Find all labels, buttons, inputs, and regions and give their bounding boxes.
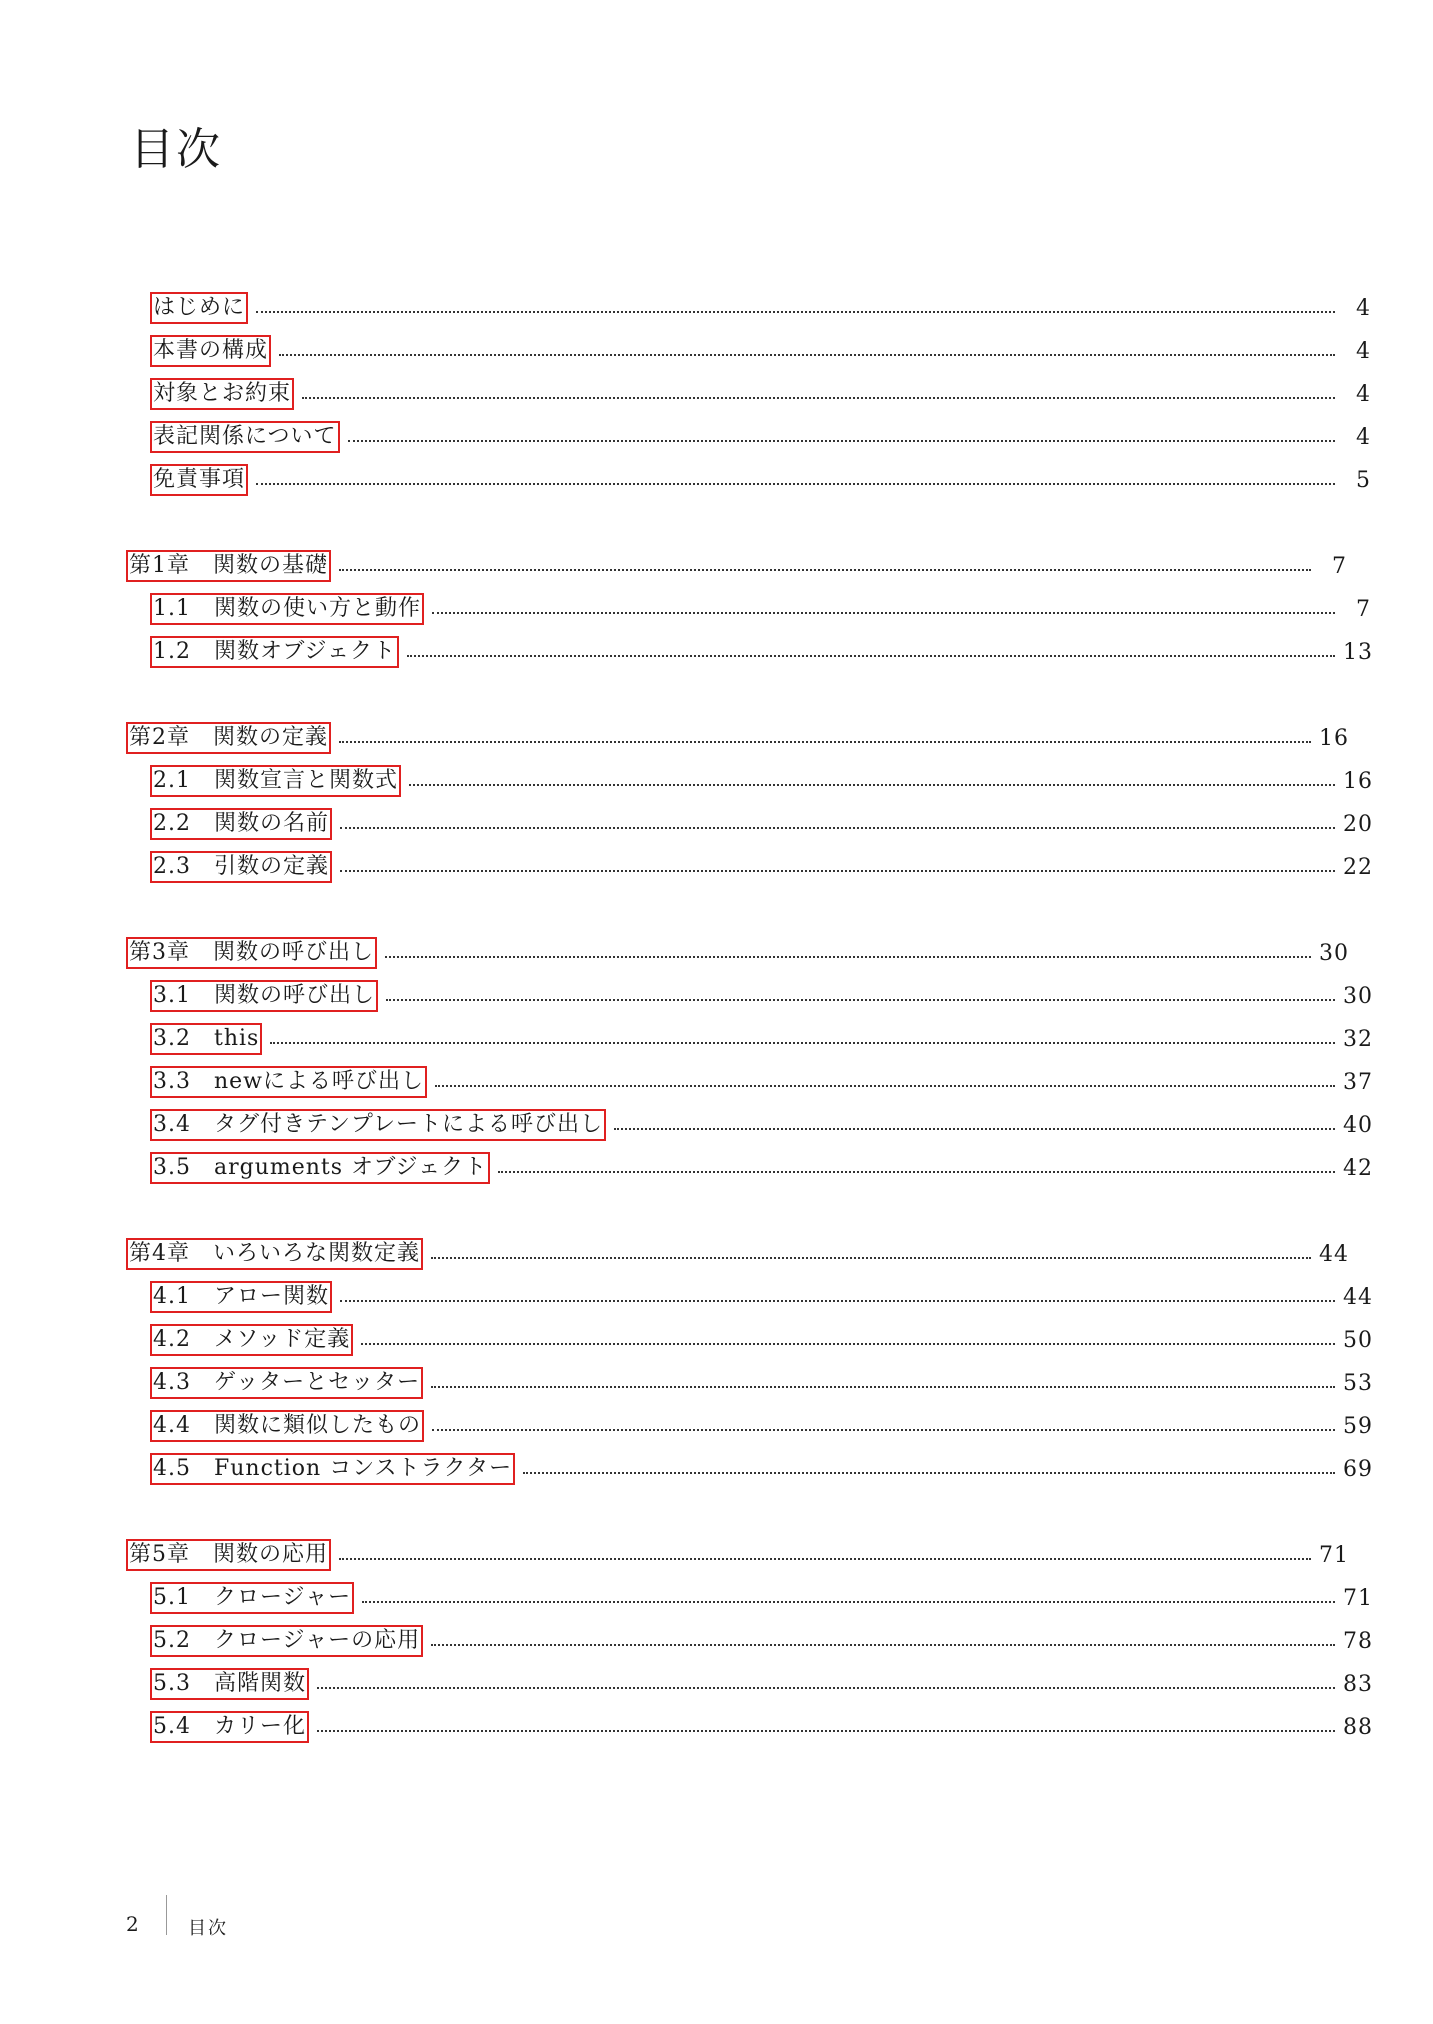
toc-entry-label[interactable]: 5.4 カリー化: [150, 1711, 309, 1743]
toc-page-number: 7: [1356, 596, 1371, 622]
toc-entry[interactable]: [0, 374, 1433, 414]
toc-entry[interactable]: [0, 331, 1433, 371]
toc-entry-label[interactable]: 3.3 newによる呼び出し: [150, 1066, 427, 1098]
toc-entry[interactable]: [0, 1449, 1433, 1489]
toc-page-number: 53: [1343, 1370, 1373, 1396]
toc-entry-label[interactable]: 4.5 Function コンストラクター: [150, 1453, 515, 1485]
toc-entry-label[interactable]: 本書の構成: [150, 335, 271, 367]
toc-page-number: 78: [1343, 1628, 1373, 1654]
toc-entry[interactable]: [0, 632, 1433, 672]
toc-entry-label[interactable]: 2.3 引数の定義: [150, 851, 332, 883]
toc-page-number: 7: [1332, 553, 1347, 579]
toc-chapter[interactable]: [0, 718, 1433, 758]
toc-entry-label[interactable]: 第2章 関数の定義: [126, 722, 331, 754]
toc-entry-label[interactable]: 第5章 関数の応用: [126, 1539, 331, 1571]
toc-entry-label[interactable]: 3.2 this: [150, 1023, 262, 1055]
toc-page-number: 13: [1343, 639, 1373, 665]
toc-entry[interactable]: [0, 804, 1433, 844]
footer-title: 目次: [188, 1918, 228, 1939]
dot-leader: [339, 569, 1311, 571]
toc-entry-label[interactable]: 2.1 関数宣言と関数式: [150, 765, 401, 797]
dot-leader: [339, 741, 1311, 743]
toc-page-number: 42: [1343, 1155, 1373, 1181]
toc-page-number: 4: [1356, 338, 1371, 364]
dot-leader: [432, 612, 1335, 614]
toc-page-number: 71: [1319, 1542, 1349, 1568]
toc-entry[interactable]: [0, 1578, 1433, 1618]
toc-page-number: 16: [1343, 768, 1373, 794]
toc-page-number: 22: [1343, 854, 1373, 880]
toc-entry[interactable]: [0, 1277, 1433, 1317]
toc-entry[interactable]: [0, 1148, 1433, 1188]
toc-page-number: 16: [1319, 725, 1349, 751]
dot-leader: [348, 440, 1335, 442]
page-title: 目次: [130, 124, 222, 175]
dot-leader: [431, 1386, 1335, 1388]
dot-leader: [256, 311, 1335, 313]
toc-page-number: 44: [1319, 1241, 1349, 1267]
toc-page-number: 71: [1343, 1585, 1373, 1611]
toc-entry-label[interactable]: 3.1 関数の呼び出し: [150, 980, 378, 1012]
toc-entry-label[interactable]: 2.2 関数の名前: [150, 808, 332, 840]
footer-page-number: 2: [126, 1912, 139, 1936]
dot-leader: [435, 1085, 1335, 1087]
toc-entry[interactable]: [0, 417, 1433, 457]
toc-entry-label[interactable]: 4.3 ゲッターとセッター: [150, 1367, 423, 1399]
toc-entry-label[interactable]: 第4章 いろいろな関数定義: [126, 1238, 423, 1270]
toc-entry-label[interactable]: 第3章 関数の呼び出し: [126, 937, 377, 969]
toc-page-number: 5: [1356, 467, 1371, 493]
toc-entry[interactable]: [0, 847, 1433, 887]
toc-page-number: 44: [1343, 1284, 1373, 1310]
toc-page-number: 40: [1343, 1112, 1373, 1138]
toc-entry[interactable]: [0, 288, 1433, 328]
dot-leader: [362, 1601, 1335, 1603]
toc-page-number: 59: [1343, 1413, 1373, 1439]
dot-leader: [361, 1343, 1335, 1345]
toc-page-number: 4: [1356, 381, 1371, 407]
dot-leader: [339, 1558, 1311, 1560]
toc-entry-label[interactable]: 1.2 関数オブジェクト: [150, 636, 399, 668]
toc-page-number: 88: [1343, 1714, 1373, 1740]
toc-entry-label[interactable]: 対象とお約束: [150, 378, 294, 410]
toc-entry-label[interactable]: 3.4 タグ付きテンプレートによる呼び出し: [150, 1109, 606, 1141]
toc-entry-label[interactable]: 表記関係について: [150, 421, 340, 453]
toc-entry[interactable]: [0, 1062, 1433, 1102]
toc-entry-label[interactable]: 4.1 アロー関数: [150, 1281, 332, 1313]
toc-entry-label[interactable]: 免責事項: [150, 464, 248, 496]
toc-page-number: 30: [1343, 983, 1373, 1009]
toc-chapter[interactable]: [0, 933, 1433, 973]
dot-leader: [340, 1300, 1335, 1302]
toc-entry[interactable]: [0, 1105, 1433, 1145]
dot-leader: [431, 1257, 1311, 1259]
dot-leader: [407, 655, 1335, 657]
dot-leader: [432, 1429, 1335, 1431]
toc-chapter[interactable]: [0, 1234, 1433, 1274]
dot-leader: [340, 870, 1335, 872]
dot-leader: [340, 827, 1335, 829]
toc-entry-label[interactable]: はじめに: [150, 292, 248, 324]
dot-leader: [386, 999, 1335, 1001]
toc-entry[interactable]: [0, 1363, 1433, 1403]
dot-leader: [431, 1644, 1335, 1646]
toc-entry[interactable]: [0, 460, 1433, 500]
footer-divider: [166, 1895, 167, 1935]
toc-chapter[interactable]: [0, 1535, 1433, 1575]
toc-entry-label[interactable]: 5.1 クロージャー: [150, 1582, 354, 1614]
toc-entry[interactable]: [0, 761, 1433, 801]
toc-page-number: 37: [1343, 1069, 1373, 1095]
toc-page-number: 32: [1343, 1026, 1373, 1052]
toc-page-number: 4: [1356, 424, 1371, 450]
dot-leader: [279, 354, 1335, 356]
dot-leader: [256, 483, 1335, 485]
toc-entry-label[interactable]: 5.3 高階関数: [150, 1668, 309, 1700]
toc-page-number: 30: [1319, 940, 1349, 966]
toc-page-number: 83: [1343, 1671, 1373, 1697]
dot-leader: [409, 784, 1335, 786]
toc-chapter[interactable]: [0, 546, 1433, 586]
dot-leader: [270, 1042, 1335, 1044]
toc-page-number: 20: [1343, 811, 1373, 837]
toc-entry-label[interactable]: 4.4 関数に類似したもの: [150, 1410, 424, 1442]
dot-leader: [302, 397, 1335, 399]
toc-entry[interactable]: [0, 1707, 1433, 1747]
toc-entry[interactable]: [0, 1019, 1433, 1059]
dot-leader: [498, 1171, 1335, 1173]
toc-page-number: 4: [1356, 295, 1371, 321]
toc-entry[interactable]: [0, 976, 1433, 1016]
dot-leader: [385, 956, 1311, 958]
toc-page-number: 50: [1343, 1327, 1373, 1353]
toc-page-number: 69: [1343, 1456, 1373, 1482]
dot-leader: [614, 1128, 1335, 1130]
toc-entry-label[interactable]: 5.2 クロージャーの応用: [150, 1625, 423, 1657]
toc-entry[interactable]: [0, 1406, 1433, 1446]
toc-entry-label[interactable]: 4.2 メソッド定義: [150, 1324, 353, 1356]
dot-leader: [317, 1730, 1335, 1732]
dot-leader: [523, 1472, 1335, 1474]
toc-entry-label[interactable]: 第1章 関数の基礎: [126, 550, 331, 582]
toc-entry-label[interactable]: 1.1 関数の使い方と動作: [150, 593, 424, 625]
dot-leader: [317, 1687, 1335, 1689]
toc-entry[interactable]: [0, 589, 1433, 629]
toc-entry[interactable]: [0, 1320, 1433, 1360]
toc-entry-label[interactable]: 3.5 arguments オブジェクト: [150, 1152, 490, 1184]
toc-entry[interactable]: [0, 1621, 1433, 1661]
toc-entry[interactable]: [0, 1664, 1433, 1704]
